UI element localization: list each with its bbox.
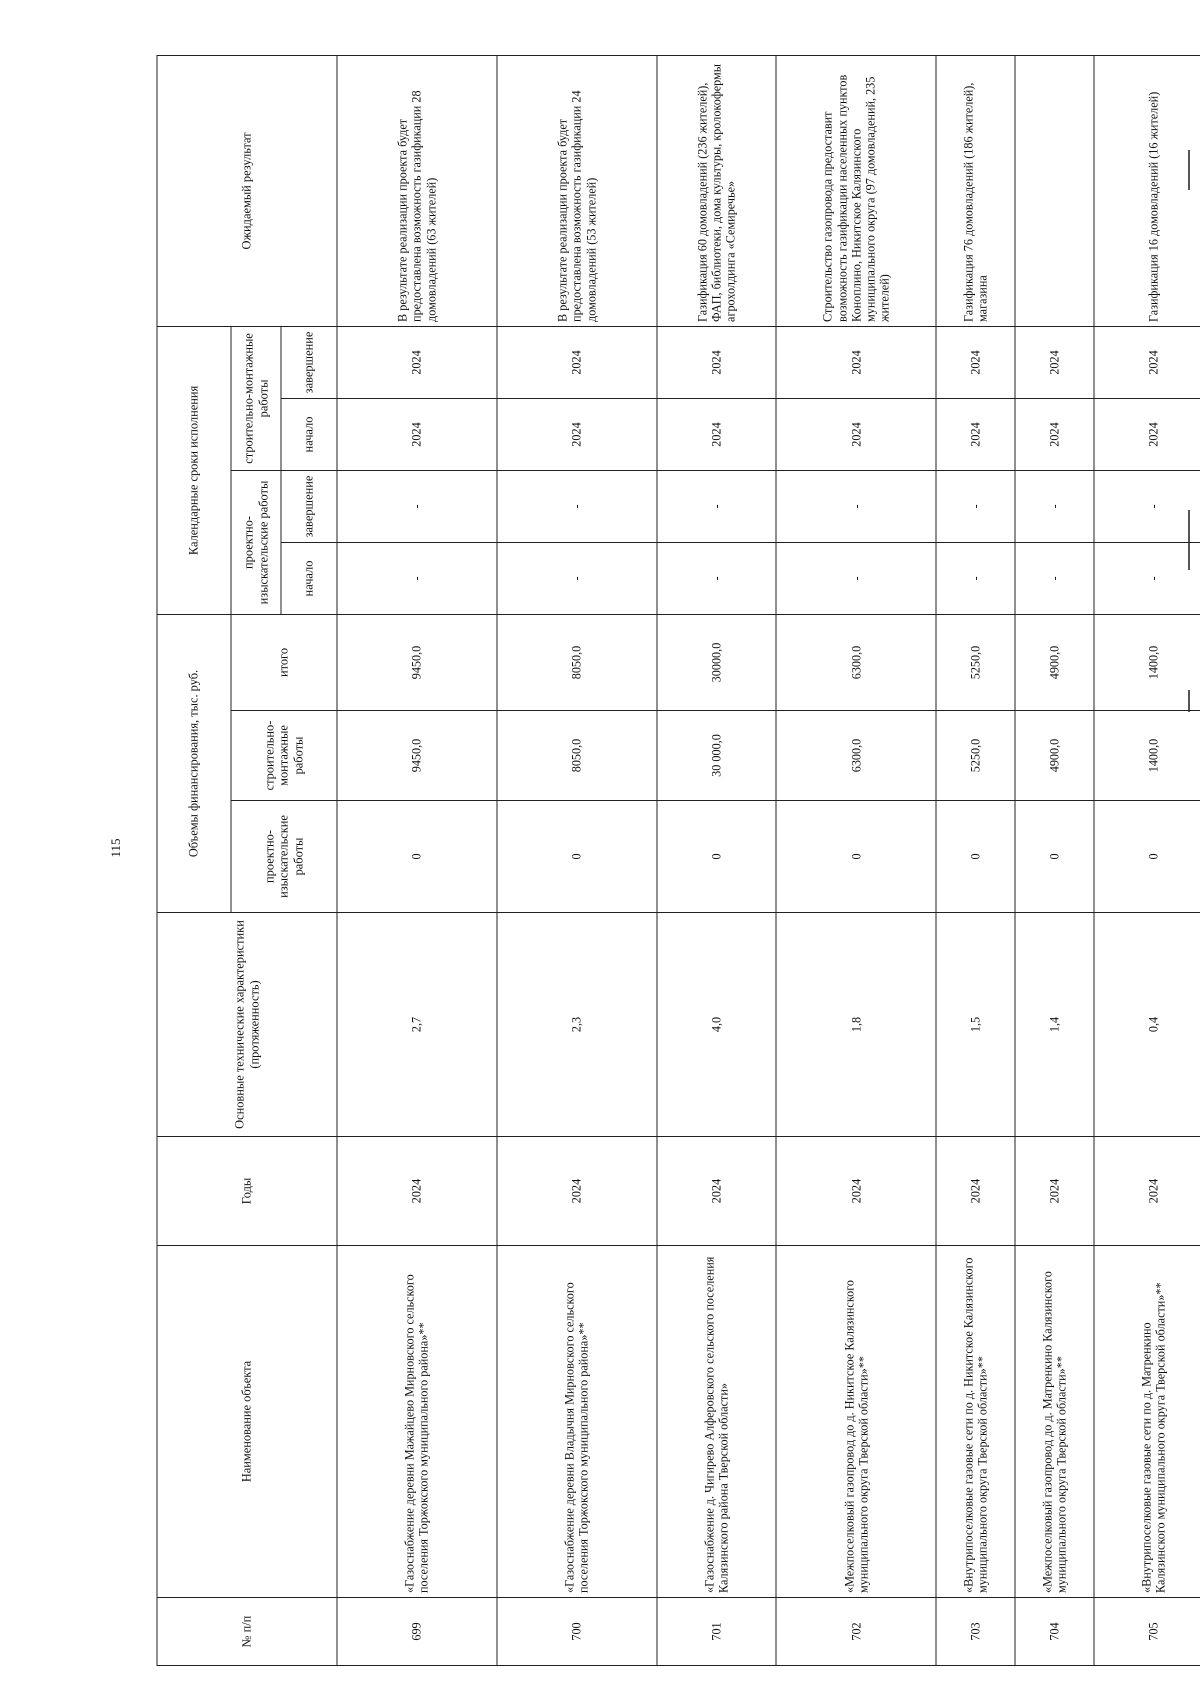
fin-design-cell: 0 — [1015, 801, 1094, 913]
tech-length-cell: 0,4 — [1094, 913, 1200, 1137]
tech-length-cell: 1,8 — [776, 913, 936, 1137]
construct-start-cell: 2024 — [1015, 399, 1094, 471]
construct-start-cell: 2024 — [497, 399, 657, 471]
fin-design-cell: 0 — [1094, 801, 1200, 913]
fin-total-cell: 30000,0 — [657, 615, 776, 711]
design-start-cell: - — [497, 543, 657, 615]
design-start-cell: - — [936, 543, 1015, 615]
tech-length-cell: 1,4 — [1015, 913, 1094, 1137]
fin-design-cell: 0 — [657, 801, 776, 913]
fin-construct-cell: 30 000,0 — [657, 711, 776, 801]
design-end-cell: - — [497, 471, 657, 543]
design-start-cell: - — [657, 543, 776, 615]
table-row — [657, 55, 776, 1665]
expected-result-cell: Строительство газопровода предоставит возможность газификации населенных пунктов Коноплино, Никитское Калязинского муниципального округа (97 домовладений, 235 жителей) — [776, 55, 936, 326]
years-cell: 2024 — [1015, 1137, 1094, 1246]
construct-end-cell: 2024 — [1015, 326, 1094, 398]
expected-result-cell: В результате реализации проекта будет предоставлена возможность газификации 24 домовладений (53 жителей) — [497, 55, 657, 326]
tech-length-cell: 2,3 — [497, 913, 657, 1137]
header-fin-construct: строительно-монтажные работы — [231, 711, 337, 801]
construct-end-cell: 2024 — [657, 326, 776, 398]
design-end-cell: - — [337, 471, 497, 543]
row-num-cell: 702 — [776, 1598, 936, 1666]
header-tech: Основные технические характеристики (протяженность) — [157, 913, 337, 1137]
expected-result-cell: Газификация 60 домовладений (236 жителей), ФАП, библиотеки, дома культуры, кролокофермы агрохолдинга «Семиречье» — [657, 55, 776, 326]
page-number: 115 — [108, 838, 123, 858]
fin-total-cell: 6300,0 — [776, 615, 936, 711]
row-num-cell: 699 — [337, 1598, 497, 1666]
fin-total-cell: 4900,0 — [1015, 615, 1094, 711]
fin-construct-cell: 6300,0 — [776, 711, 936, 801]
fin-construct-cell: 9450,0 — [337, 711, 497, 801]
table-row — [936, 55, 1015, 1665]
design-start-cell: - — [337, 543, 497, 615]
years-cell: 2024 — [1094, 1137, 1200, 1246]
header-fin-design: проектно-изыскательские работы — [231, 801, 337, 913]
construct-start-cell: 2024 — [936, 399, 1015, 471]
design-end-cell: - — [776, 471, 936, 543]
years-cell: 2024 — [337, 1137, 497, 1246]
tech-length-cell: 4,0 — [657, 913, 776, 1137]
construct-end-cell: 2024 — [497, 326, 657, 398]
row-num-cell: 700 — [497, 1598, 657, 1666]
object-name-cell: «Межпоселковый газопровод до д. Никитское Калязинского муниципального округа Тверской области»** — [776, 1246, 936, 1598]
construct-end-cell: 2024 — [776, 326, 936, 398]
object-name-cell: «Газоснабжение д. Чигирево Алферовского сельского поселения Калязинского района Тверской области» — [657, 1246, 776, 1598]
fin-total-cell: 1400,0 — [1094, 615, 1200, 711]
design-start-cell: - — [776, 543, 936, 615]
header-end: завершение — [281, 326, 337, 398]
construct-start-cell: 2024 — [776, 399, 936, 471]
object-name-cell: «Газоснабжение деревни Владычня Мирновского сельского поселения Торжокского муниципального района»** — [497, 1246, 657, 1598]
construct-end-cell: 2024 — [337, 326, 497, 398]
fin-design-cell: 0 — [497, 801, 657, 913]
rotated-table-wrapper — [157, 56, 1200, 1666]
expected-result-cell: В результате реализации проекта будет предоставлена возможность газификации 28 домовладений (63 жителей) — [337, 55, 497, 326]
design-end-cell: - — [1094, 471, 1200, 543]
header-fin-total: итого — [231, 615, 337, 711]
row-num-cell: 701 — [657, 1598, 776, 1666]
fin-total-cell: 9450,0 — [337, 615, 497, 711]
years-cell: 2024 — [936, 1137, 1015, 1246]
header-end: завершение — [281, 471, 337, 543]
header-calendar: Календарные сроки исполнения — [157, 326, 231, 614]
construct-start-cell: 2024 — [1094, 399, 1200, 471]
header-name: Наименование объекта — [157, 1246, 337, 1598]
table-row — [497, 55, 657, 1665]
design-end-cell: - — [936, 471, 1015, 543]
construct-end-cell: 2024 — [1094, 326, 1200, 398]
header-cal-construct: строительно-монтажные работы — [231, 326, 281, 470]
fin-construct-cell: 8050,0 — [497, 711, 657, 801]
fin-design-cell: 0 — [337, 801, 497, 913]
row-num-cell: 703 — [936, 1598, 1015, 1666]
fin-construct-cell: 5250,0 — [936, 711, 1015, 801]
table-row — [1015, 55, 1094, 1665]
design-start-cell: - — [1015, 543, 1094, 615]
construct-end-cell: 2024 — [936, 326, 1015, 398]
object-name-cell: «Внутрипоселковые газовые сети по д. Матренкино Калязинского муниципального округа Тверской области»** — [1094, 1246, 1200, 1598]
fin-design-cell: 0 — [936, 801, 1015, 913]
design-start-cell: - — [1094, 543, 1200, 615]
fin-construct-cell: 1400,0 — [1094, 711, 1200, 801]
design-end-cell: - — [657, 471, 776, 543]
table-row — [337, 55, 497, 1665]
years-cell: 2024 — [657, 1137, 776, 1246]
fin-construct-cell: 4900,0 — [1015, 711, 1094, 801]
years-cell: 2024 — [497, 1137, 657, 1246]
row-num-cell: 704 — [1015, 1598, 1094, 1666]
expected-result-cell: Газификация 76 домовладений (186 жителей), магазина — [936, 55, 1015, 326]
construct-start-cell: 2024 — [337, 399, 497, 471]
object-name-cell: «Межпоселковый газопровод до д. Матренкино Калязинского муниципального округа Тверской области»** — [1015, 1246, 1094, 1598]
tech-length-cell: 2,7 — [337, 913, 497, 1137]
object-name-cell: «Внутрипоселковые газовые сети по д. Никитское Калязинского муниципального округа Тверской области»** — [936, 1246, 1015, 1598]
table-row — [1094, 55, 1200, 1665]
table-body — [337, 55, 1200, 1665]
table-row — [776, 55, 936, 1665]
years-cell: 2024 — [776, 1137, 936, 1246]
header-result: Ожидаемый результат — [157, 55, 337, 326]
row-num-cell: 705 — [1094, 1598, 1200, 1666]
header-cal-design: проектно-изыскательские работы — [231, 471, 281, 615]
expected-result-cell — [1015, 55, 1094, 326]
header-num: № п/п — [157, 1598, 337, 1666]
header-start: начало — [281, 399, 337, 471]
header-finance: Объемы финансирования, тыс. руб. — [157, 615, 231, 913]
construct-start-cell: 2024 — [657, 399, 776, 471]
header-years: Годы — [157, 1137, 337, 1246]
fin-design-cell: 0 — [776, 801, 936, 913]
object-name-cell: «Газоснабжение деревни Мажайцево Мирновского сельского поселения Торжокского муниципального района»** — [337, 1246, 497, 1598]
gas-projects-table — [157, 55, 1200, 1666]
fin-total-cell: 8050,0 — [497, 615, 657, 711]
fin-total-cell: 5250,0 — [936, 615, 1015, 711]
expected-result-cell: Газификация 16 домовладений (16 жителей) — [1094, 55, 1200, 326]
tech-length-cell: 1,5 — [936, 913, 1015, 1137]
design-end-cell: - — [1015, 471, 1094, 543]
header-start: начало — [281, 543, 337, 615]
